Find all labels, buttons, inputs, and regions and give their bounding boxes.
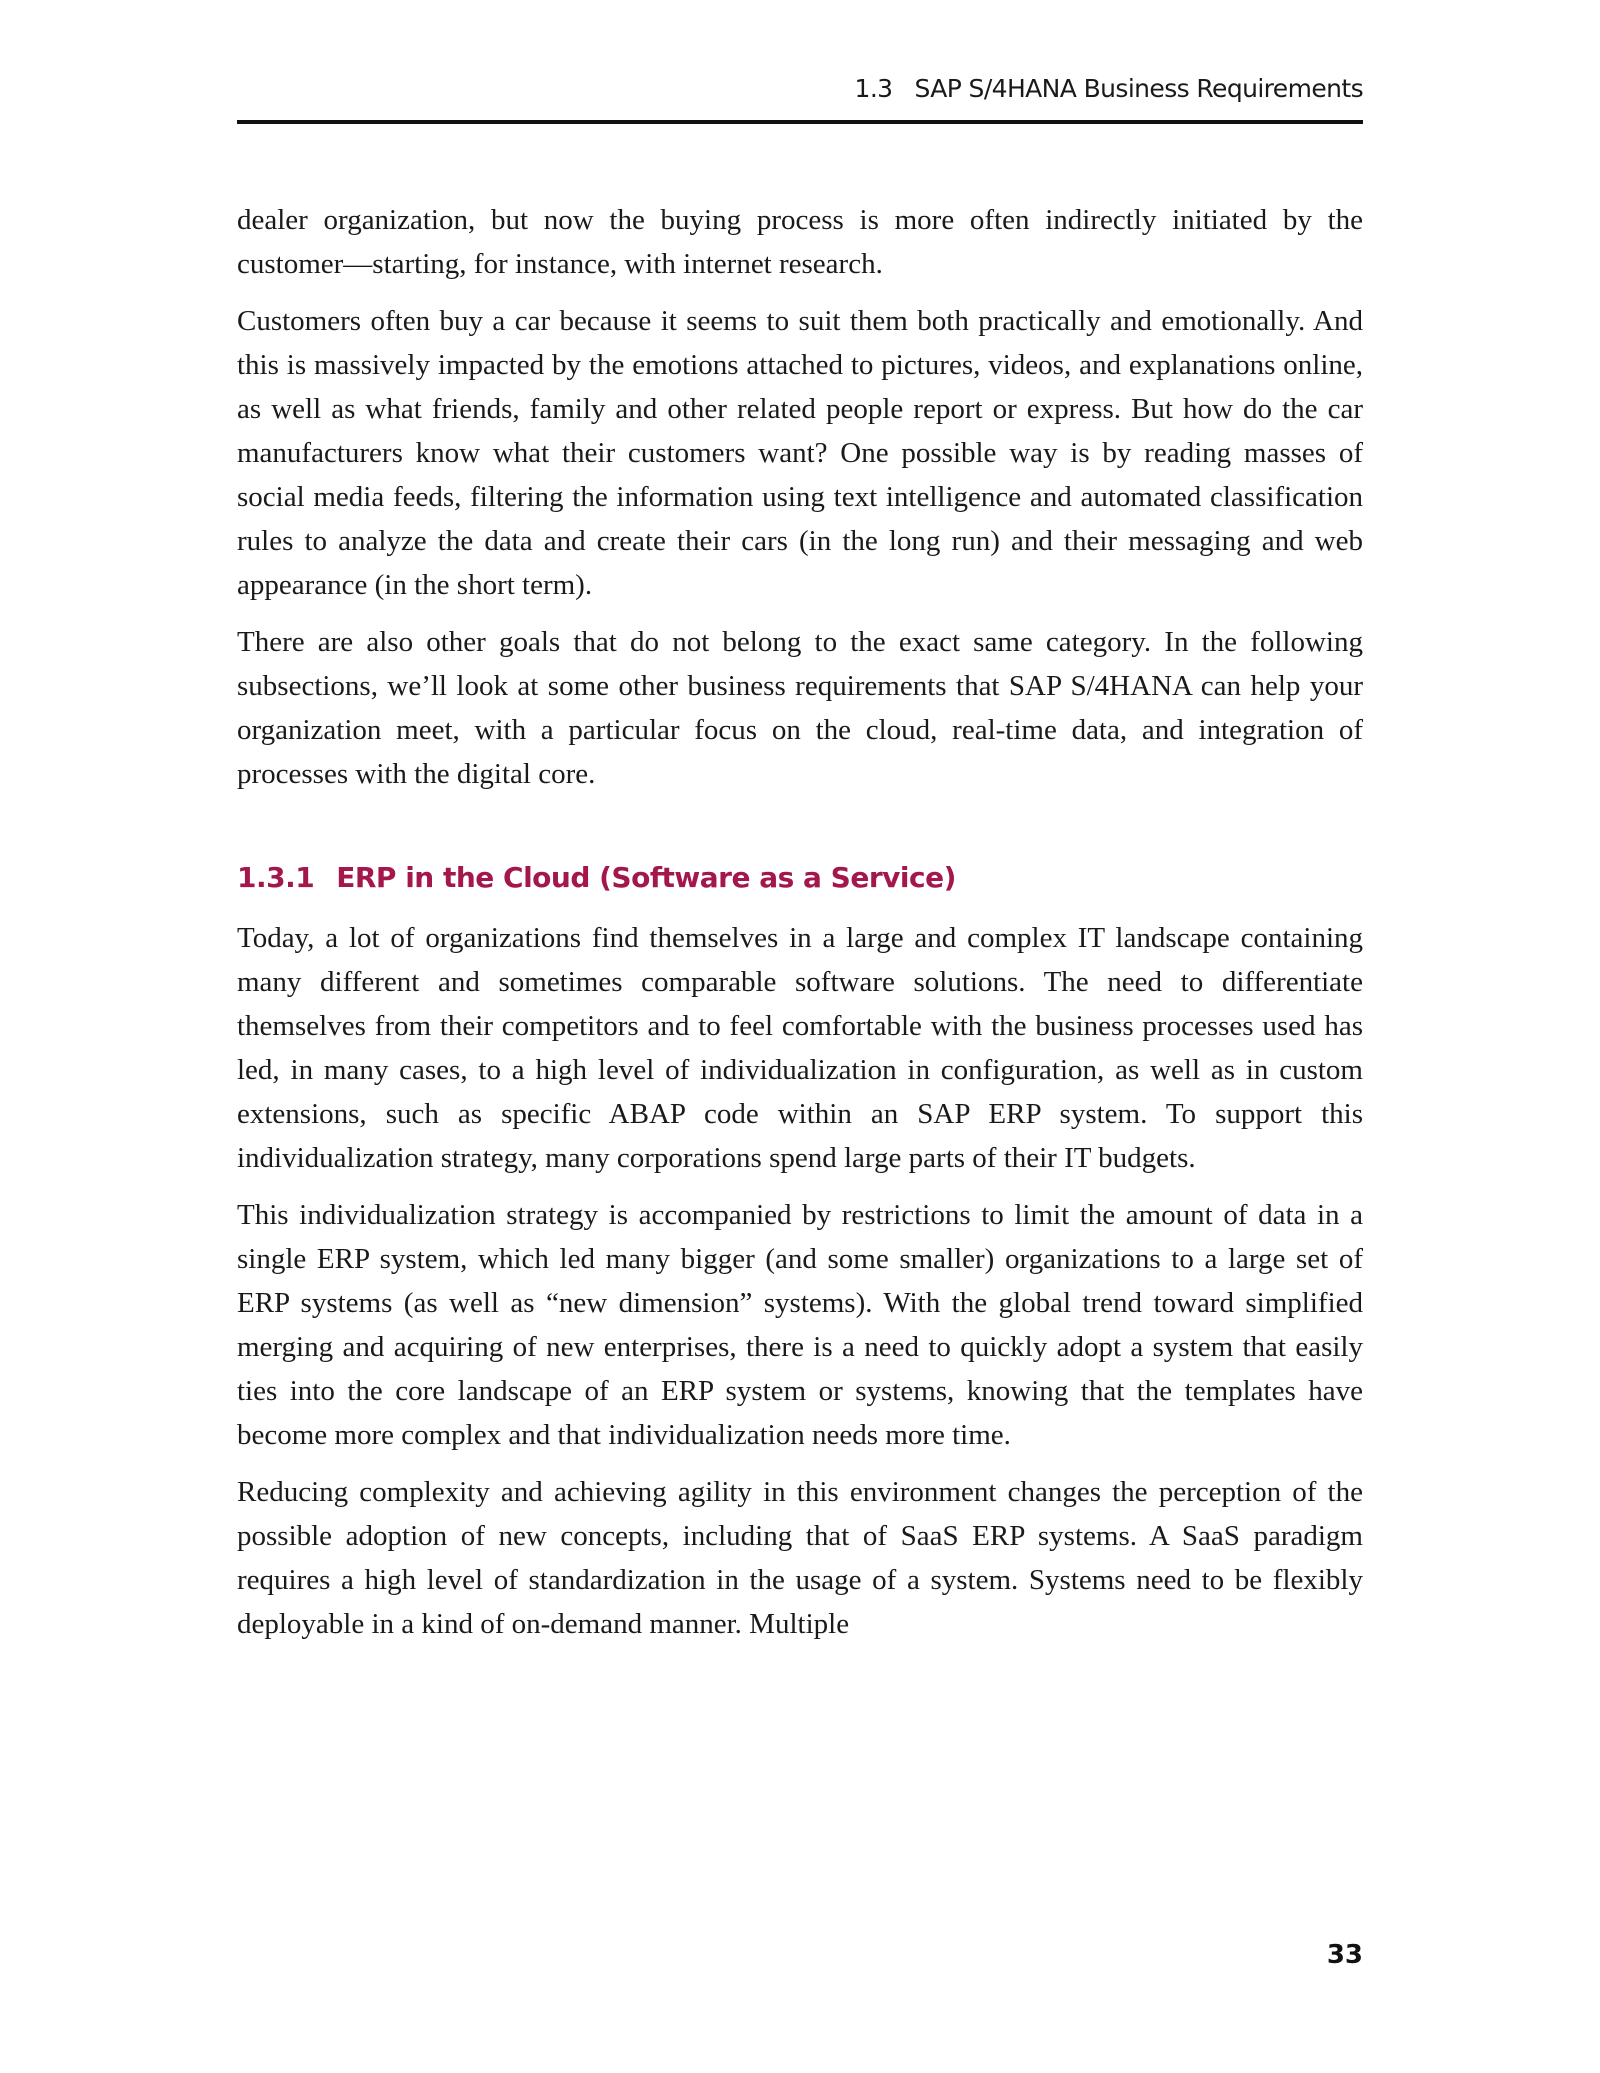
section-heading bbox=[237, 858, 1363, 898]
paragraph: Reducing complexity and achieving agility in this environment changes the perception of the possible adoption of new concepts, including that of SaaS ERP systems. A SaaS paradigm requires a high level of standardization in the usage of a system. Systems need to be flexibly deployable in a kind of on-demand manner. Multiple bbox=[237, 1476, 1363, 1640]
paragraph: There are also other goals that do not belong to the exact same category. In the following subsections, we’ll look at some other business requirements that SAP S/4HANA can help your organization meet, with a particular focus on the cloud, real-time data, and integration of processes with the digital core. bbox=[237, 626, 1363, 790]
body-text bbox=[237, 198, 1363, 1659]
paragraph: dealer organization, but now the buying process is more often indirectly initiated by the customer—starting, for instance, with internet research. bbox=[237, 204, 1363, 280]
section-heading-number: 1.3.1 bbox=[237, 861, 315, 894]
paragraph: Customers often buy a car because it seems to suit them both practically and emotionally. And this is massively impacted by the emotions attached to pictures, videos, and explanations online, as well as what friends, family and other related people report or express. But how do the car manufacturers know what their customers want? One possible way is by reading masses of social media feeds, filtering the information using text intelligence and automated classification rules to analyze the data and create their cars (in the long run) and their messaging and web appearance (in the short term). bbox=[237, 305, 1363, 601]
paragraph: This individualization strategy is accompanied by restrictions to limit the amount of data in a single ERP system, which led many bigger (and some smaller) organizations to a large set of ERP systems (as well as “new dimension” systems). With the global trend toward simplified merging and acquiring of new enterprises, there is a need to quickly adopt a system that easily ties into the core landscape of an ERP system or systems, knowing that the templates have become more complex and that individualization needs more time. bbox=[237, 1199, 1363, 1451]
paragraph: Today, a lot of organizations find themselves in a large and complex IT landscape containing many different and sometimes comparable software solutions. The need to differentiate themselves from their competitors and to feel comfortable with the business processes used has led, in many cases, to a high level of individualization in configuration, as well as in custom extensions, such as specific ABAP code within an SAP ERP system. To support this individualization strategy, many corporations spend large parts of their IT budgets. bbox=[237, 922, 1363, 1174]
page-number: 33 bbox=[1326, 1940, 1363, 1970]
running-header-section-number: 1.3 bbox=[854, 74, 893, 103]
header-rule bbox=[237, 120, 1363, 124]
section-heading-title: ERP in the Cloud (Software as a Service) bbox=[336, 861, 956, 894]
running-header-section-title: SAP S/4HANA Business Requirements bbox=[914, 74, 1363, 103]
book-page bbox=[237, 0, 1363, 2073]
running-header bbox=[237, 72, 1363, 106]
